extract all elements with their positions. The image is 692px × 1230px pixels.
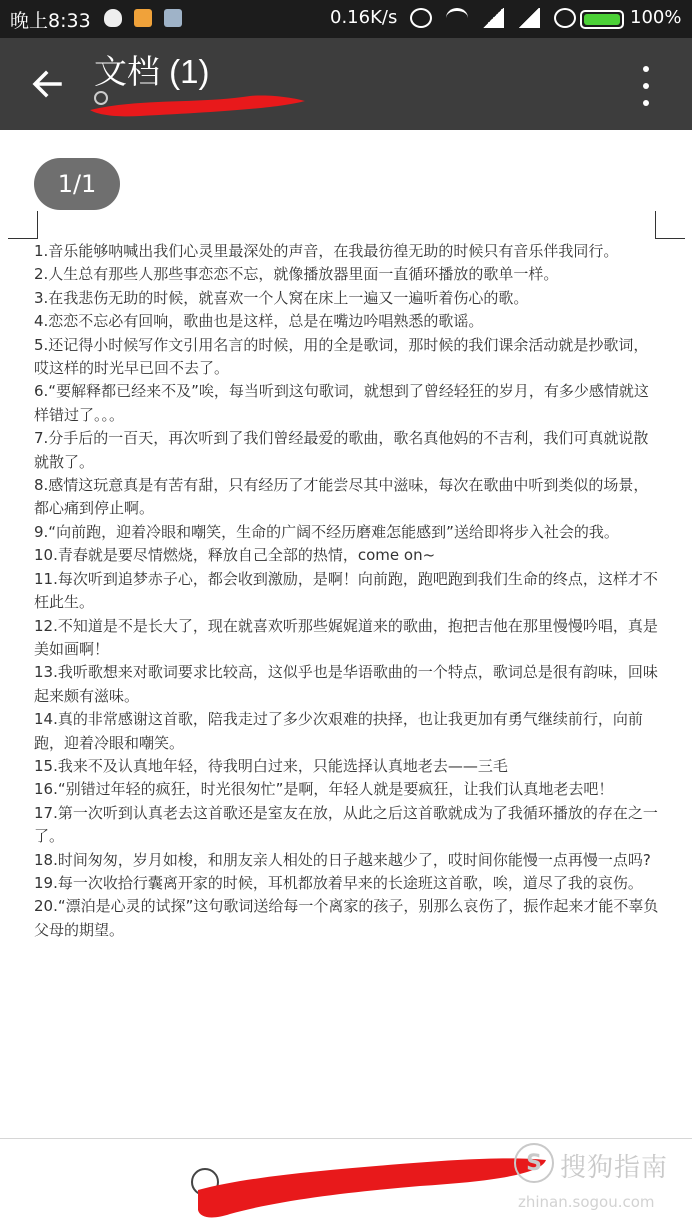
document-line: 9.“向前跑，迎着冷眼和嘲笑，生命的广阔不经历磨难怎能感到”送给即将步入社会的我。: [34, 522, 619, 541]
document-line: 12.不知道是不是长大了，现在就喜欢听那些娓娓道来的歌曲，抱把吉他在那里慢慢吟唱，真是美如画啊！: [34, 616, 658, 658]
qq-icon: [104, 9, 122, 27]
bottom-divider: [0, 1138, 692, 1139]
document-line: 16.“别错过年轻的疯狂，时光很匆忙”是啊，年轻人就是要疯狂，让我们认真地老去吧！: [34, 780, 614, 799]
document-line: 17.第一次听到认真老去这首歌还是室友在放，从此之后这首歌就成为了我循环播放的存在之一了。: [34, 803, 658, 846]
message-icon: [134, 9, 152, 27]
status-time: 晚上8:33: [10, 10, 91, 32]
document-line: 13.我听歌想来对歌词要求比较高，这似乎也是华语歌曲的一个特点，歌词总是很有韵味，回味起来颇有滋味。: [34, 663, 658, 705]
signal-icon-2: [518, 8, 540, 28]
alarm-icon: [410, 8, 432, 28]
more-vert-icon[interactable]: [634, 66, 658, 106]
document-line: 20.“漂泊是心灵的试探”这句歌词送给每一个离家的孩子，别那么哀伤了，振作起来才能不辜负父母的期望。: [34, 897, 659, 939]
gallery-icon: [164, 9, 182, 27]
signal-icon: [482, 8, 504, 28]
document-line: 10.青春就是要尽情燃烧，释放自己全部的热情，come on~: [34, 546, 436, 565]
battery-fill: [584, 14, 620, 25]
page-title: 文档 (1): [94, 53, 210, 90]
watermark-url: zhinan.sogou.com: [518, 1193, 655, 1211]
document-line: 2.人生总有那些人那些事恋恋不忘，就像播放器里面一直循环播放的歌单一样。: [34, 265, 559, 284]
document-body: [34, 240, 660, 942]
arrow-left-icon[interactable]: [28, 64, 68, 104]
document-line: 7.分手后的一百天，再次听到了我们曾经最爱的歌曲，歌名真他妈的不吉利，我们可真就说散就散了。: [34, 429, 649, 471]
battery-icon: [580, 10, 624, 29]
document-line: 19.每一次收拾行囊离开家的时候，耳机都放着早来的长途班这首歌，唉，道尽了我的哀伤。: [34, 873, 643, 892]
watermark: [514, 1143, 684, 1225]
document-line: 1.音乐能够呐喊出我们心灵里最深处的声音，在我最彷徨无助的时候只有音乐伴我同行。: [34, 242, 619, 260]
page-corner-top-left: [8, 211, 38, 239]
document-line: 11.每次听到追梦赤子心，都会收到激励，是啊！向前跑，跑吧跑到我们生命的终点，这样才不枉此生。: [34, 569, 658, 612]
sogou-logo-icon: S: [514, 1143, 554, 1183]
page-indicator: 1/1: [34, 158, 120, 210]
document-line: 4.恋恋不忘必有回响，歌曲也是这样，总是在嘴边吟唱熟悉的歌谣。: [34, 312, 484, 331]
document-line: 14.真的非常感谢这首歌，陪我走过了多少次艰难的抉择，也让我更加有勇气继续前行，向前跑，迎着冷眼和嘲笑。: [34, 710, 643, 752]
document-line: 6.“要解释都已经来不及”唉，每当听到这句歌词，就想到了曾经轻狂的岁月，有多少感情就这样错过了。。。: [34, 382, 649, 424]
document-line: 5.还记得小时候写作文引用名言的时候，用的全是歌词，那时候的我们课余活动就是抄歌词，哎这样的时光早已回不去了。: [34, 335, 649, 378]
document-line: 3.在我悲伤无助的时候，就喜欢一个人窝在床上一遍又一遍听着伤心的歌。: [34, 288, 529, 307]
document-line: 8.感情这玩意真是有苦有甜，只有经历了才能尝尽其中滋味，每次在歌曲中听到类似的场景，都心痛到停止啊。: [34, 476, 649, 518]
charging-icon: [554, 8, 576, 28]
redacted-footer: [190, 1148, 550, 1224]
redacted-subtitle: [80, 88, 310, 118]
notification-icons: [104, 9, 182, 27]
network-speed: 0.16K/s: [330, 7, 398, 28]
document-line: 18.时间匆匆，岁月如梭，和朋友亲人相处的日子越来越少了，哎时间你能慢一点再慢一点吗?: [34, 850, 651, 869]
menu-dot: [643, 66, 649, 72]
wifi-icon: [446, 8, 468, 28]
status-bar: [0, 0, 692, 38]
battery-percent: 100%: [630, 7, 682, 28]
document-line: 15.我来不及认真地年轻，待我明白过来，只能选择认真地老去——三毛: [34, 756, 508, 775]
menu-dot: [643, 100, 649, 106]
menu-dot: [643, 83, 649, 89]
page-corner-top-right: [655, 211, 685, 239]
system-icons: [410, 8, 576, 28]
watermark-name: 搜狗指南: [560, 1153, 669, 1183]
app-bar: [0, 38, 692, 130]
